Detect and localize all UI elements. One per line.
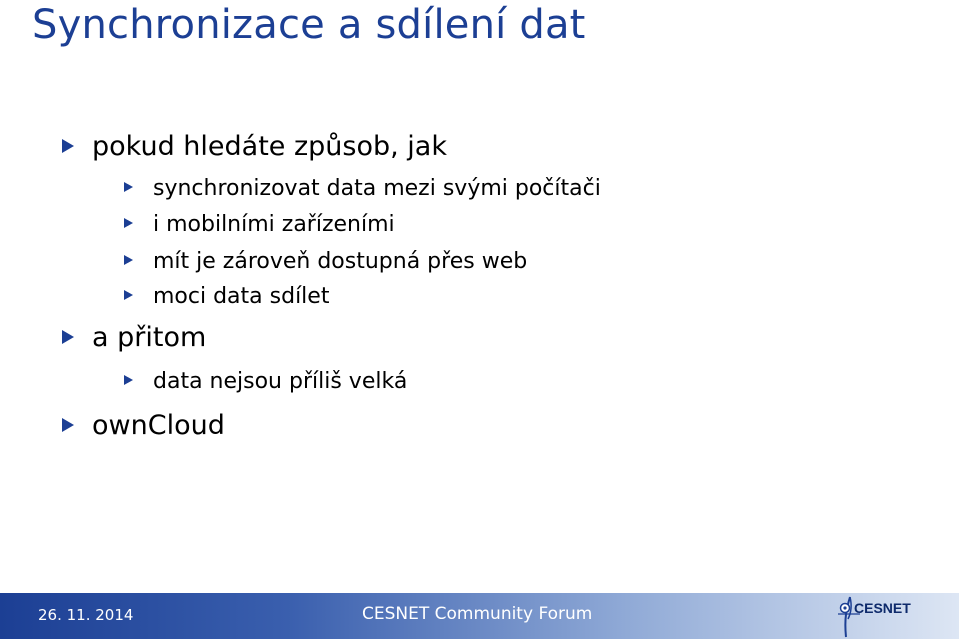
triangle-right-icon	[124, 375, 133, 385]
triangle-right-icon	[124, 182, 133, 192]
sub-bullet-text: moci data sdílet	[153, 284, 330, 309]
sub-bullet-item	[124, 249, 527, 274]
sub-bullet-item	[124, 369, 407, 394]
sub-bullet-text: data nejsou příliš velká	[153, 369, 408, 394]
triangle-right-icon	[62, 330, 74, 344]
cesnet-logo-graphic	[834, 593, 944, 639]
cesnet-logo-icon	[834, 593, 944, 639]
triangle-right-icon	[124, 290, 133, 300]
bullet-item	[62, 410, 225, 441]
footer-event: CESNET Community Forum	[362, 604, 593, 624]
triangle-right-icon	[124, 218, 133, 228]
footer-date: 26. 11. 2014	[38, 606, 134, 624]
sub-bullet-item	[124, 284, 329, 309]
triangle-right-icon	[124, 255, 133, 265]
sub-bullet-item	[124, 176, 601, 201]
bullet-item	[62, 131, 447, 162]
triangle-right-icon	[62, 418, 74, 432]
bullet-item	[62, 322, 206, 353]
bullet-text: pokud hledáte způsob, jak	[92, 131, 447, 162]
sub-bullet-text: i mobilními zařízeními	[153, 212, 395, 237]
logo-text: CESNET	[854, 600, 911, 616]
sub-bullet-text: mít je zároveň dostupná přes web	[153, 249, 528, 274]
bullet-text: a přitom	[92, 322, 207, 353]
slide-footer	[0, 593, 959, 639]
bullet-text: ownCloud	[92, 410, 225, 441]
slide-title: Synchronizace a sdílení dat	[32, 2, 586, 48]
sub-bullet-item	[124, 212, 395, 237]
sub-bullet-text: synchronizovat data mezi svými počítači	[153, 176, 601, 201]
triangle-right-icon	[62, 139, 74, 153]
